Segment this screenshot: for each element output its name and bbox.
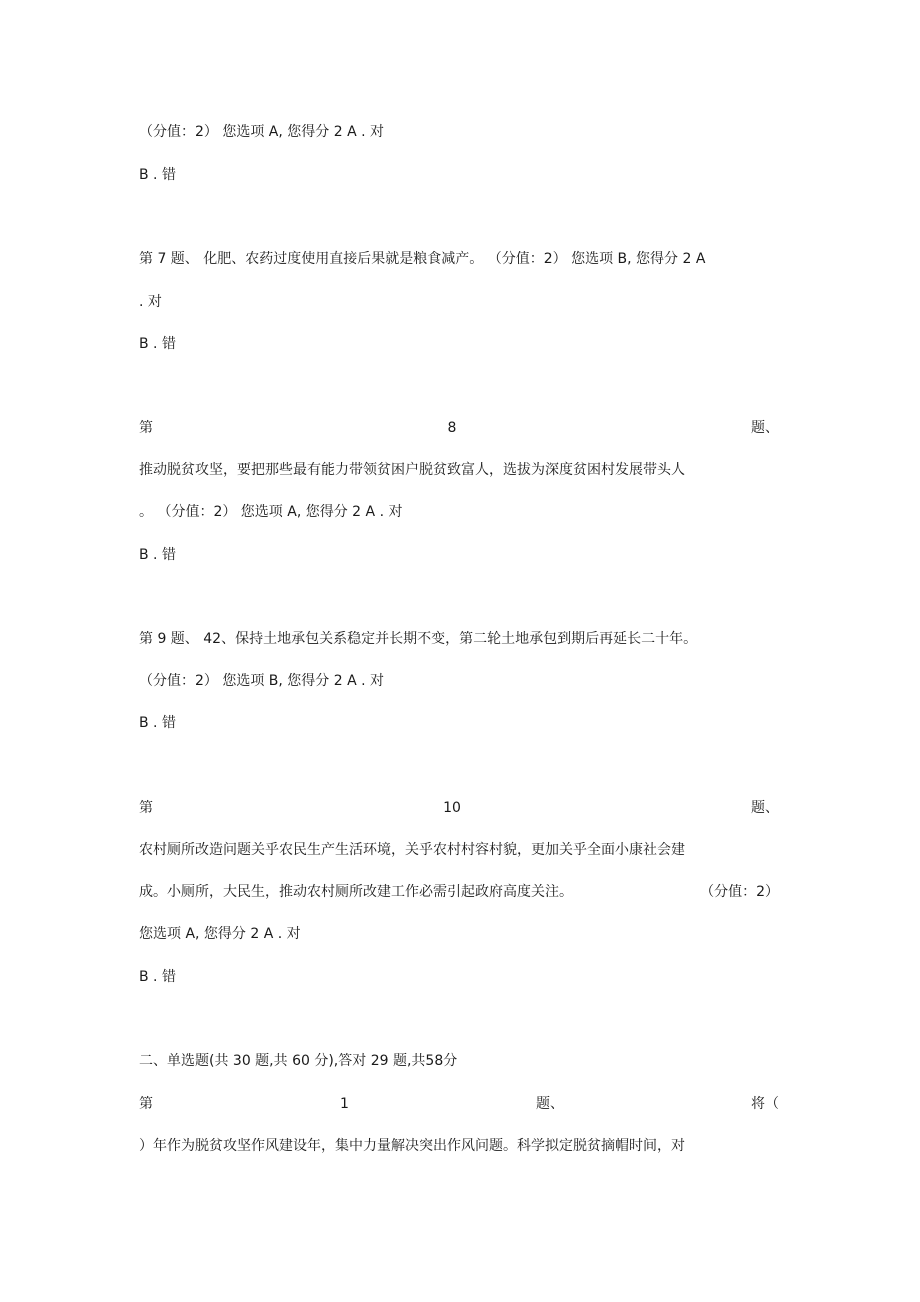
q7-question: 第 7 题、 化肥、农药过度使用直接后果就是粮食减产。 （分值：2） 您选项 B, 您得分 2 A [139, 251, 706, 267]
q9-score-line: （分值：2） 您选项 B, 您得分 2 A . 对 [139, 673, 385, 689]
s1-question: ）年作为脱贫攻坚作风建设年，集中力量解决突出作风问题。科学拟定脱贫摘帽时间，对 [139, 1138, 685, 1154]
q7-option-a: . 对 [139, 294, 162, 310]
q7-option-b: B . 错 [139, 336, 176, 352]
q9-option-b: B . 错 [139, 715, 176, 731]
q6-score-line: （分值：2） 您选项 A, 您得分 2 A . 对 [139, 124, 385, 140]
q8-heading: 第 8 题、 [139, 420, 779, 436]
q6-option-b: B . 错 [139, 167, 176, 183]
section-heading: 二、单选题(共 30 题,共 60 分),答对 29 题,共58分 [139, 1053, 458, 1069]
q10-option-b: B . 错 [139, 969, 176, 985]
q9-question: 第 9 题、 42、保持土地承包关系稳定并长期不变，第二轮土地承包到期后再延长二十年。 [139, 631, 698, 647]
s1-heading: 第 1 题、 将（ [139, 1096, 779, 1112]
q10-heading: 第 10 题、 [139, 800, 779, 816]
q10-question-line1: 农村厕所改造问题关乎农民生产生活环境，关乎农村村容村貌，更加关乎全面小康社会建 [139, 842, 685, 858]
q8-option-b: B . 错 [139, 547, 176, 563]
q8-question: 推动脱贫攻坚，要把那些最有能力带领贫困户脱贫致富人，选拔为深度贫困村发展带头人 [139, 462, 685, 478]
q10-question-line2: 成。小厕所，大民生，推动农村厕所改建工作必需引起政府高度关注。 （分值：2） [139, 884, 779, 900]
q8-score-line: 。 （分值：2） 您选项 A, 您得分 2 A . 对 [139, 504, 403, 520]
q10-score-line: 您选项 A, 您得分 2 A . 对 [139, 926, 301, 942]
